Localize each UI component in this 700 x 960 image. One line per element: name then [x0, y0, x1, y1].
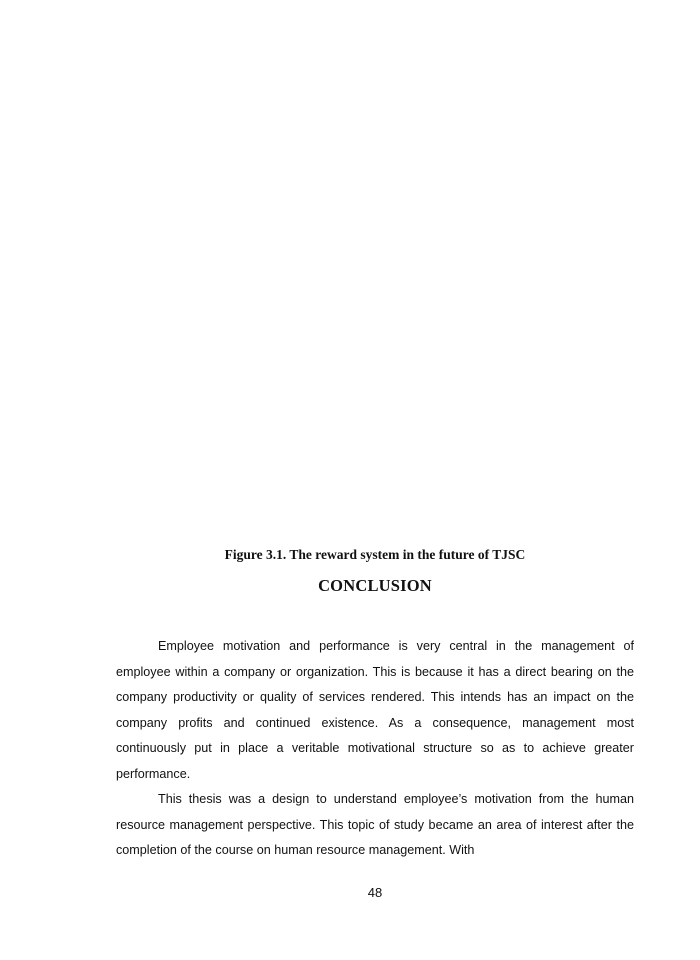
- figure-image-area: [116, 40, 634, 530]
- paragraph-2: This thesis was a design to understand employee’s motivation from the human resource management perspective. This topic of study became an area of interest after the completion of the course on human resource management. With: [116, 792, 634, 857]
- paragraph-1: Employee motivation and performance is very central in the management of employee within a company or organization. This is because it has a direct bearing on the company productivity or quality of services rendered. This intends has an impact on the company profits and continued existence. As a consequence, management most continuously put in place a veritable motivational structure so as to achieve greater performance.: [116, 639, 634, 781]
- figure-caption: Figure 3.1. The reward system in the future of TJSC: [224, 547, 526, 562]
- section-heading: CONCLUSION: [318, 576, 432, 595]
- body-text: [116, 634, 634, 864]
- page-number: 48: [367, 885, 383, 900]
